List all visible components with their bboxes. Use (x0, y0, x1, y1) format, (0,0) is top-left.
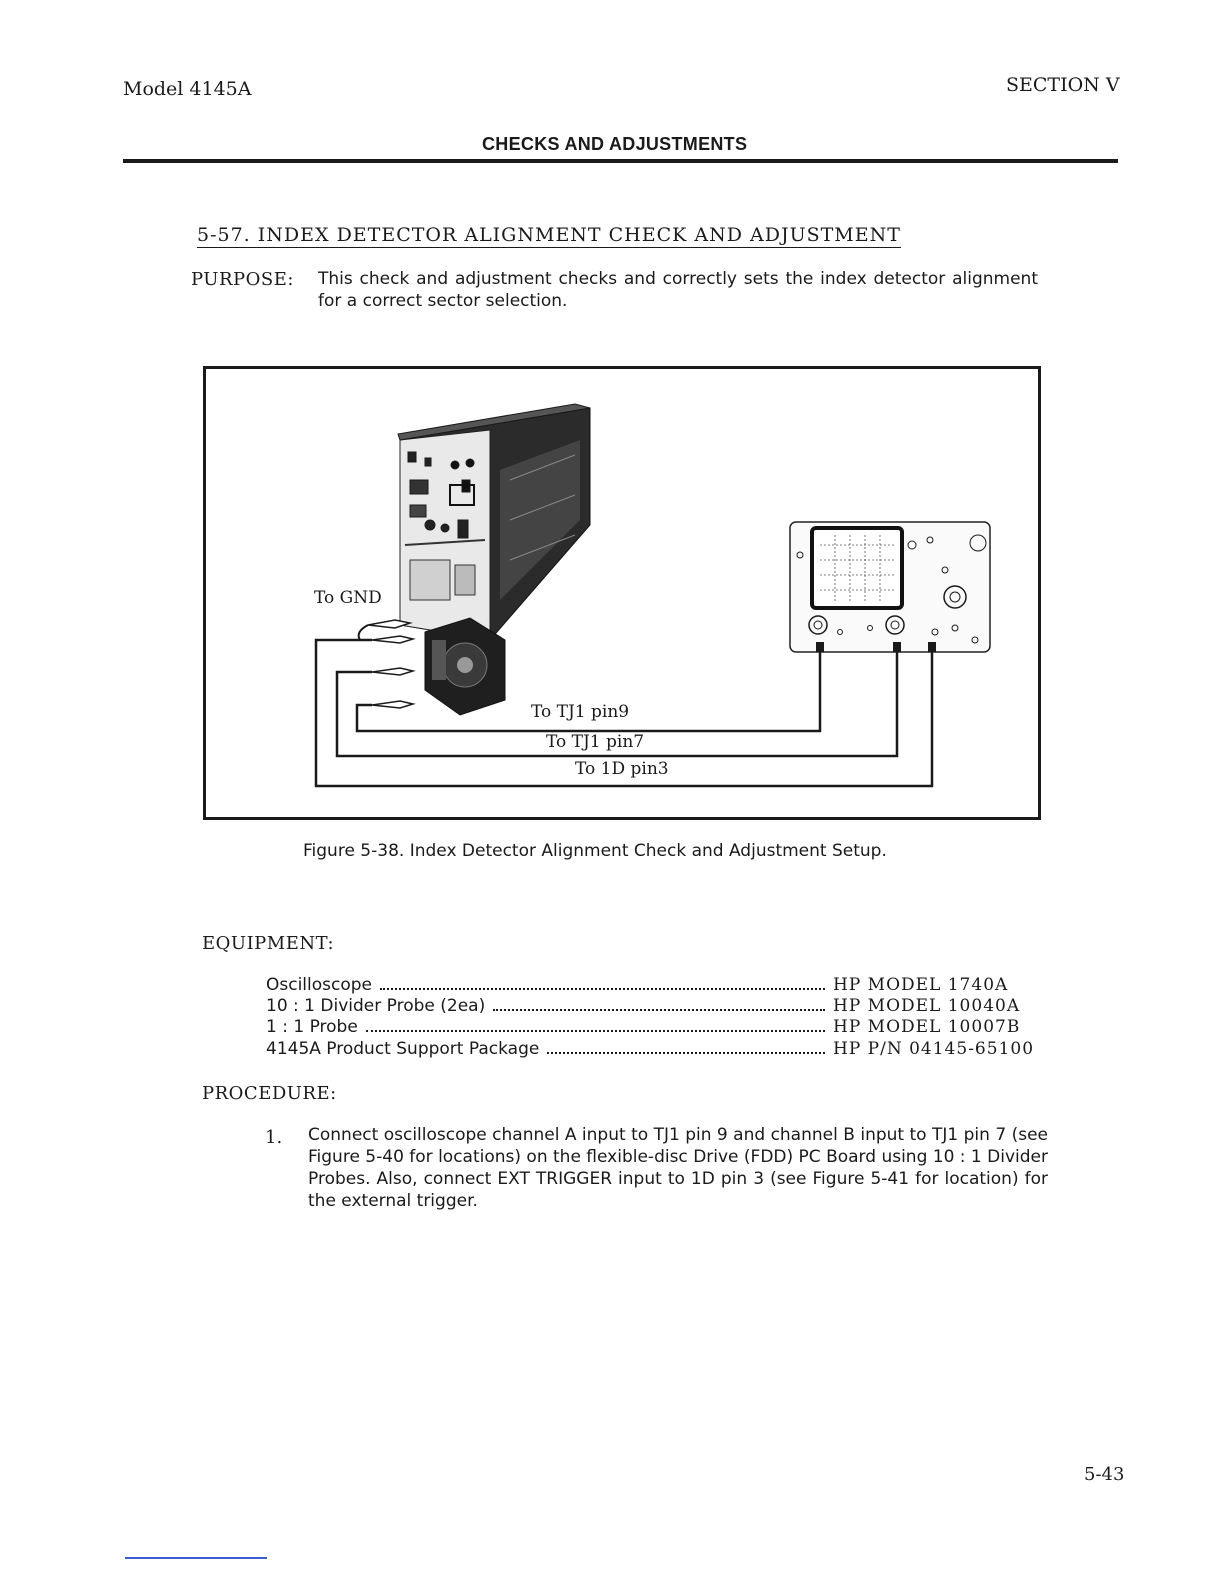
section-title: 5-57. INDEX DETECTOR ALIGNMENT CHECK AND ADJUSTMENT (197, 224, 901, 246)
equipment-model: HP P/N 04145-65100 (833, 1039, 1035, 1059)
gnd-lead (359, 625, 368, 640)
equipment-model: HP MODEL 10007B (833, 1017, 1021, 1037)
equipment-name: 4145A Product Support Package (266, 1039, 540, 1059)
header-model: Model 4145A (123, 78, 252, 100)
step-number: 1. (265, 1127, 283, 1148)
dot-leader (380, 988, 825, 990)
header-title: CHECKS AND ADJUSTMENTS (482, 134, 748, 154)
equipment-name: 1 : 1 Probe (266, 1017, 358, 1037)
probe-tips (368, 620, 413, 708)
equipment-label: EQUIPMENT: (202, 933, 335, 954)
dot-leader (493, 1009, 825, 1011)
equipment-row (266, 1039, 1041, 1061)
header-section: SECTION V (1006, 74, 1120, 96)
label-1d-pin3: To 1D pin3 (575, 759, 669, 779)
equipment-row (266, 996, 1041, 1018)
equipment-row (266, 975, 1041, 997)
disk-drive-unit (425, 618, 505, 715)
label-tj1-pin9: To TJ1 pin9 (531, 702, 630, 722)
mainframe-instrument (398, 404, 590, 640)
step-text: Connect oscilloscope channel A input to TJ1 pin 9 and channel B input to TJ1 pin 7 (see Figure 5-40 for locations) on the flexible-disc Drive (FDD) PC Board using 10 : 1 Divider Probes. Also, connect EXT TRIGGER input to 1D pin 3 (see Figure 5-41 for location) for the external trigger. (308, 1125, 1048, 1211)
purpose-label: PURPOSE: (191, 269, 294, 290)
equipment-model: HP MODEL 1740A (833, 975, 1009, 995)
oscilloscope (790, 522, 990, 652)
equipment-name: 10 : 1 Divider Probe (2ea) (266, 996, 486, 1016)
page-number: 5-43 (1084, 1464, 1125, 1485)
equipment-name: Oscilloscope (266, 975, 373, 995)
label-to-gnd: To GND (314, 588, 382, 608)
equipment-row (266, 1017, 1041, 1039)
figure-caption: Figure 5-38. Index Detector Alignment Check and Adjustment Setup. (303, 841, 887, 861)
dot-leader (547, 1052, 825, 1054)
label-tj1-pin7: To TJ1 pin7 (546, 732, 645, 752)
purpose-text: This check and adjustment checks and correctly sets the index detector alignment for a correct sector selection. (318, 269, 1038, 311)
equipment-model: HP MODEL 10040A (833, 996, 1021, 1016)
dot-leader (366, 1030, 825, 1032)
footer-rule (125, 1557, 267, 1559)
procedure-label: PROCEDURE: (202, 1083, 337, 1104)
